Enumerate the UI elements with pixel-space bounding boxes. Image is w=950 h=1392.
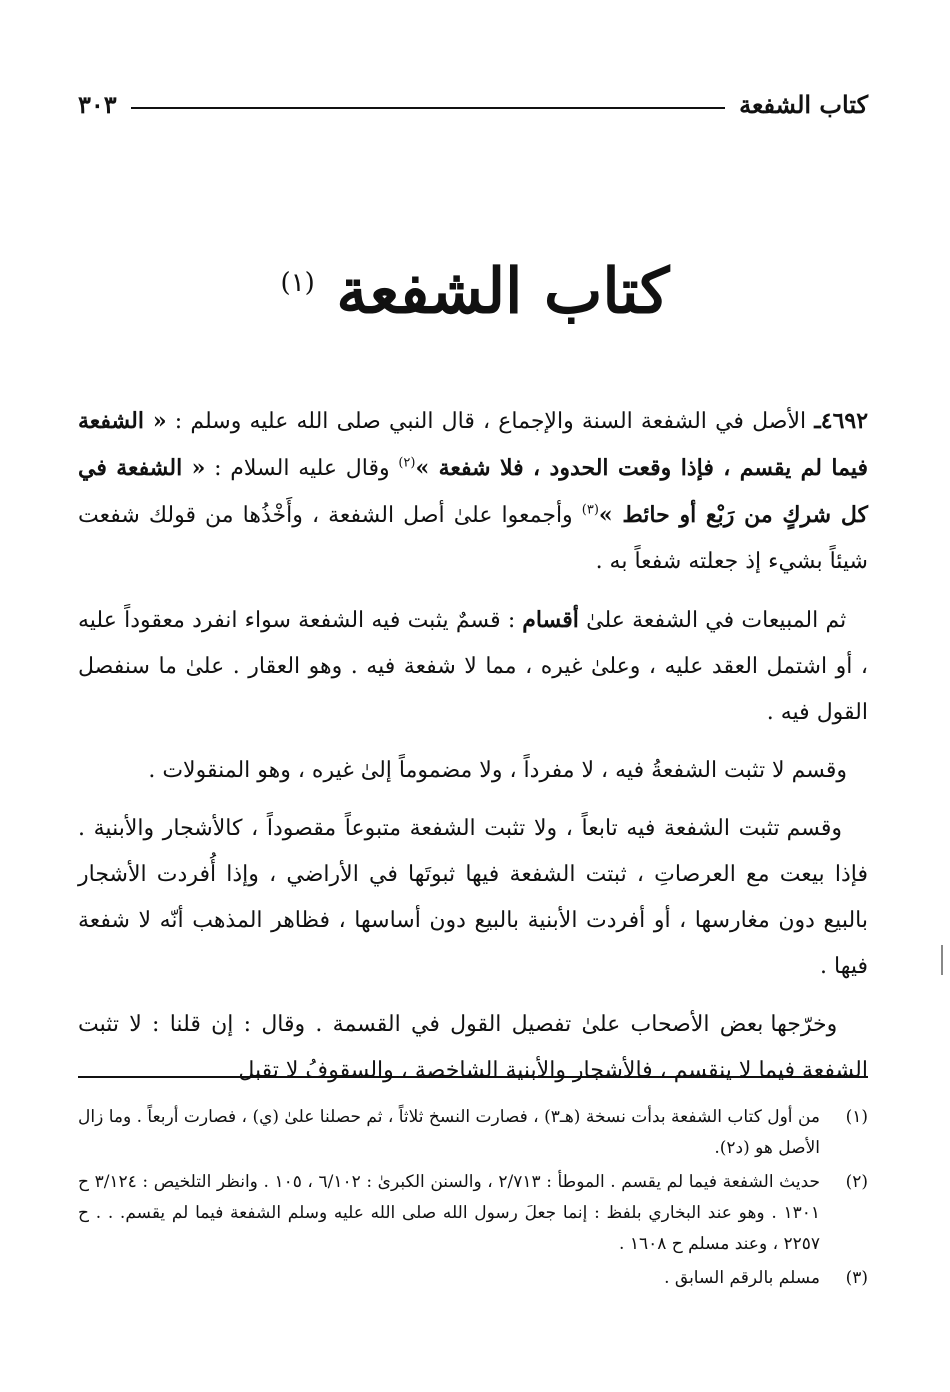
paragraph-text: ثم المبيعات في الشفعة علىٰ (578, 608, 847, 633)
paragraph-text: : قسمٌ يثبت فيه الشفعة سواء انفرد معقوداً عليه ، أو اشتمل العقد عليه ، وعلىٰ غيره ، مما لا شفعة فيه . وهو العقار . علىٰ ما سنفصل القول فيه . (78, 608, 868, 725)
footnote-text: حديث الشفعة فيما لم يقسم . الموطأ : ٢/٧١٣ ، والسنن الكبرىٰ : ٦/١٠٢ ، ١٠٥ . وانظر التلخيص : ٣/١٢٤ ح ١٣٠١ . وهو عند البخاري بلفظ : إنما جعلَ رسول الله صلى الله عليه وسلم الشفعة فيما لم يقسم. . . ح ٢٢٥٧ ، وعند مسلم ح ١٦٠٨ . (78, 1172, 821, 1254)
paragraph-text: الأصل في الشفعة السنة والإجماع ، قال النبي صلى الله عليه وسلم : (166, 409, 815, 434)
footnote (78, 1102, 868, 1164)
paragraph-text: وأجمعوا علىٰ أصل الشفعة ، وأَخْذُها من قولك شفعت شيئاً بشيء إذ جعلته شفعاً به . (78, 503, 868, 574)
footnote (78, 1167, 868, 1260)
paragraph (78, 748, 868, 794)
page-number: ٣٠٣ (78, 89, 117, 119)
paragraph-text: وخرّجها بعض الأصحاب علىٰ تفصيل القول في القسمة . وقال : إن قلنا : لا تثبت الشفعة فيما لا ينقسم ، فالأشجار والأبنية الشاخصة ، والسقوفُ لا تقبل (78, 1012, 868, 1083)
chapter-title (0, 238, 950, 337)
paragraph-text: وقسم لا تثبت الشفعةُ فيه ، لا مفرداً ، ولا مضموماً إلىٰ غيره ، وهو المنقولات . (148, 758, 848, 783)
main-text (78, 398, 868, 1106)
paragraph-4692 (78, 398, 868, 585)
chapter-title-text: كتاب الشفعة (336, 254, 670, 328)
footnote-text: من أول كتاب الشفعة بدأت نسخة (هـ٣) ، فصارت النسخ ثلاثاً ، ثم حصلنا علىٰ (ي) ، فصارت أربعاً . وما زال الأصل هو (د٢). (78, 1107, 820, 1158)
paragraph (78, 1002, 868, 1094)
footnote-ref: (٣) (581, 502, 599, 518)
paragraph (78, 806, 868, 990)
header-rule (131, 107, 725, 109)
footnote (78, 1263, 868, 1294)
footnote-number: (١) (845, 1107, 868, 1127)
footnote-ref: (٢) (398, 455, 416, 471)
footnote-text: مسلم بالرقم السابق . (664, 1268, 820, 1288)
paragraph-text: وقسم تثبت الشفعة فيه تابعاً ، ولا تثبت الشفعة متبوعاً مقصوداً ، كالأشجار والأبنية . فإذا بيعت مع العرصاتِ ، ثبتت الشفعة فيها ثبوتَها في الأراضي ، وإذا أُفردت الأشجار بالبيع دون مغارسها ، أو أفردت الأبنية بالبيع دون أساسها ، فظاهر المذهب أنّه لا شفعة فيها . (78, 816, 868, 979)
footnote-number: (٢) (845, 1172, 868, 1192)
hadith-quote: « الشفعة فيما لم يقسم ، فإذا وقعت الحدود ، فلا شفعة » (78, 408, 868, 481)
paragraph-number: ٤٦٩٢ـ (814, 408, 869, 434)
paragraph-text: وقال عليه السلام : (205, 456, 399, 481)
header-title: كتاب الشفعة (739, 89, 868, 119)
footnotes (78, 1102, 868, 1297)
hadith-quote: « الشفعة في كل شركٍ من رَبْع أو حائط » (78, 455, 868, 528)
bold-term: أقسام (522, 607, 579, 633)
running-header (78, 86, 868, 122)
footnote-number: (٣) (845, 1268, 868, 1288)
paragraph (78, 597, 868, 736)
chapter-footnote-mark: (١) (280, 268, 315, 298)
scan-edge-mark (941, 945, 943, 975)
footnote-divider (78, 1076, 868, 1078)
